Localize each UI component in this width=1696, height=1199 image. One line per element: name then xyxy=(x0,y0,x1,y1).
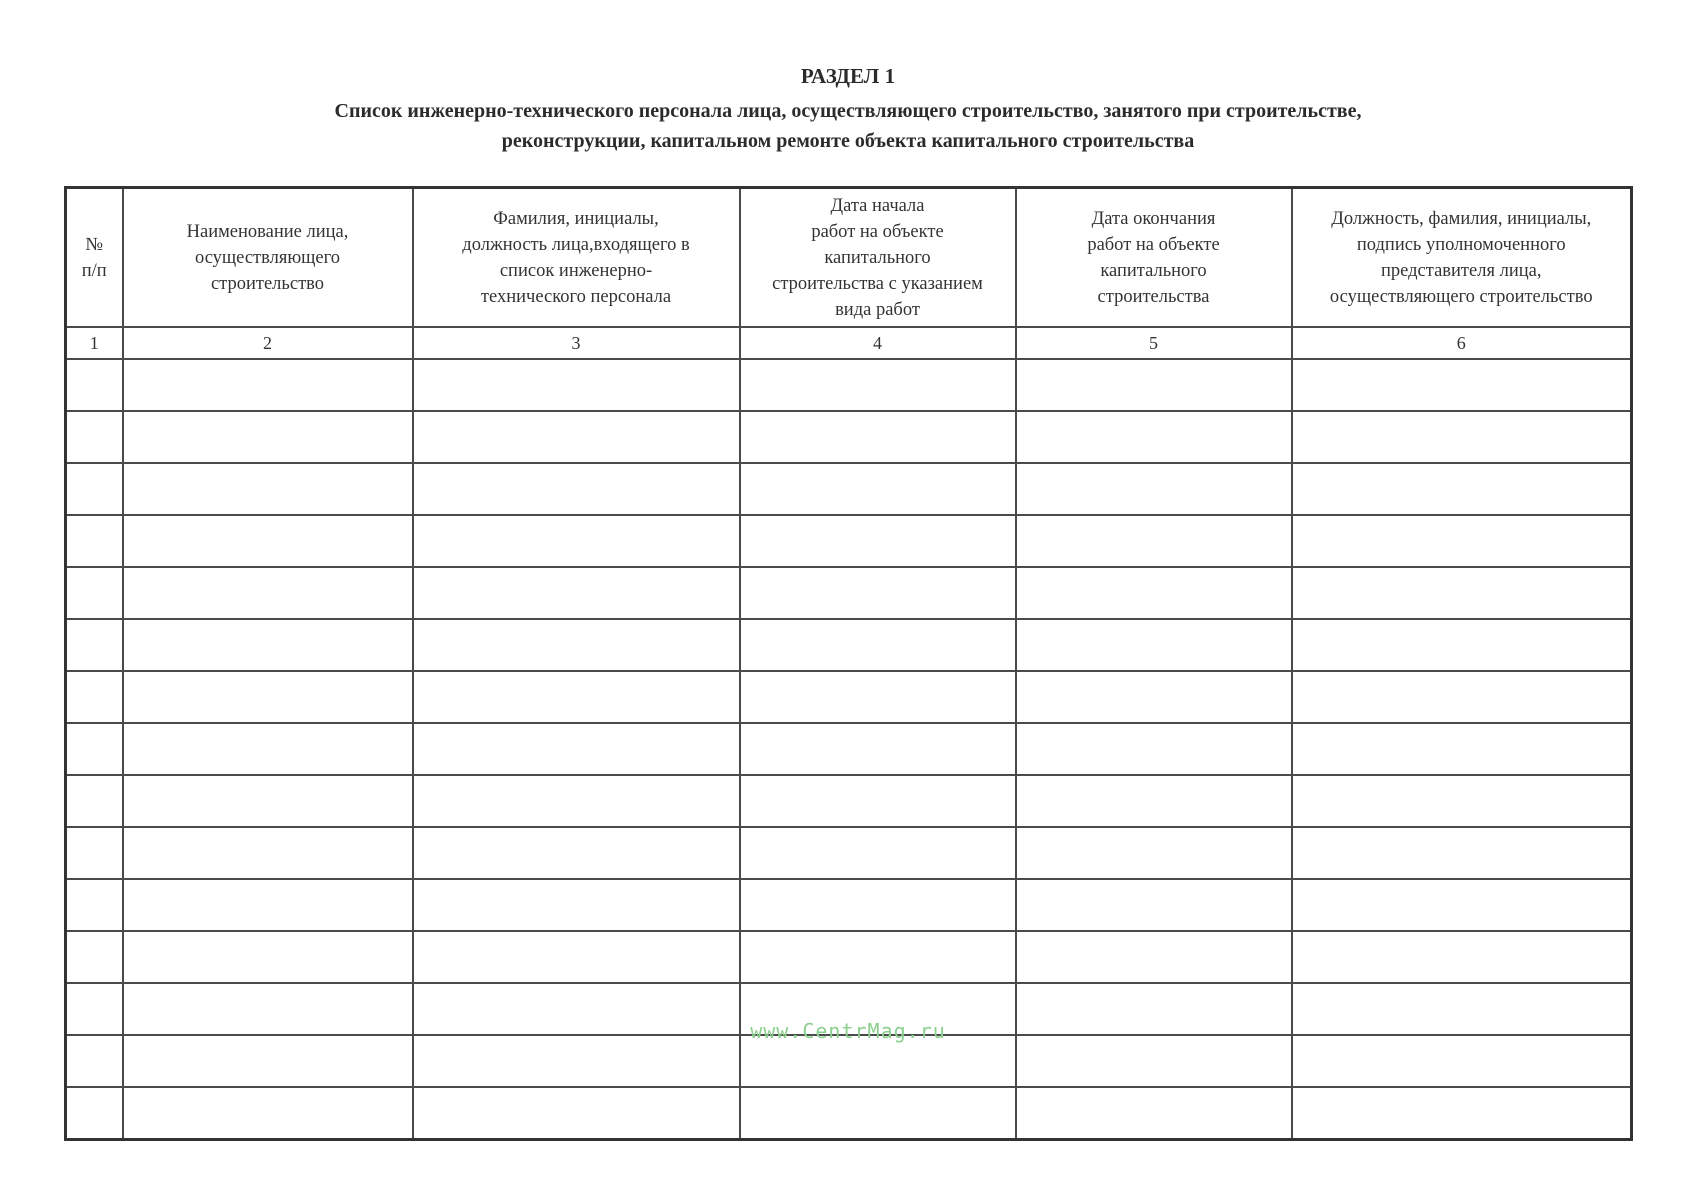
table-row xyxy=(66,411,1632,463)
subtitle-line-2: реконструкции, капитальном ремонте объекта капитального строительства xyxy=(501,130,1195,152)
table-cell[interactable] xyxy=(123,827,413,879)
table-cell[interactable] xyxy=(413,567,740,619)
table-row xyxy=(66,359,1632,411)
table-row xyxy=(66,567,1632,619)
table-cell[interactable] xyxy=(413,463,740,515)
table-cell[interactable] xyxy=(66,931,123,983)
header-authorized-representative: Должность, фамилия, инициалы, подпись уполномоченного представителя лица, осуществляющего строительство xyxy=(1292,188,1632,328)
table-row xyxy=(66,775,1632,827)
table-cell[interactable] xyxy=(740,775,1016,827)
table-cell[interactable] xyxy=(66,619,123,671)
table-cell[interactable] xyxy=(1016,827,1292,879)
table-cell[interactable] xyxy=(740,1087,1016,1140)
header-personnel-name-position: Фамилия, инициалы, должность лица,входящего в список инженерно- технического персонала xyxy=(413,188,740,328)
table-cell[interactable] xyxy=(1016,411,1292,463)
table-cell[interactable] xyxy=(1292,411,1632,463)
table-cell[interactable] xyxy=(1016,723,1292,775)
table-cell[interactable] xyxy=(740,671,1016,723)
table-row xyxy=(66,723,1632,775)
table-cell[interactable] xyxy=(413,879,740,931)
table-cell[interactable] xyxy=(740,411,1016,463)
table-cell[interactable] xyxy=(1292,619,1632,671)
table-cell[interactable] xyxy=(413,1087,740,1140)
table-cell[interactable] xyxy=(1016,463,1292,515)
watermark: www.CentrMag.ru xyxy=(750,1019,946,1043)
table-cell[interactable] xyxy=(123,1087,413,1140)
table-cell[interactable] xyxy=(66,775,123,827)
table-cell[interactable] xyxy=(123,879,413,931)
table-cell[interactable] xyxy=(1016,879,1292,931)
table-cell[interactable] xyxy=(1292,567,1632,619)
table-cell[interactable] xyxy=(123,931,413,983)
table-cell[interactable] xyxy=(1016,1087,1292,1140)
table-row xyxy=(66,619,1632,671)
document-subtitle xyxy=(0,96,1696,156)
table-cell[interactable] xyxy=(740,619,1016,671)
table-cell[interactable] xyxy=(1292,827,1632,879)
table-cell[interactable] xyxy=(740,879,1016,931)
table-cell[interactable] xyxy=(1016,567,1292,619)
table-cell[interactable] xyxy=(1292,723,1632,775)
table-cell[interactable] xyxy=(66,359,123,411)
table-cell[interactable] xyxy=(123,775,413,827)
table-cell[interactable] xyxy=(413,411,740,463)
table-cell[interactable] xyxy=(66,567,123,619)
table-cell[interactable] xyxy=(1292,359,1632,411)
table-row xyxy=(66,827,1632,879)
table-cell[interactable] xyxy=(123,619,413,671)
table-cell[interactable] xyxy=(66,411,123,463)
table-cell[interactable] xyxy=(66,879,123,931)
column-number: 3 xyxy=(413,327,740,359)
table-cell[interactable] xyxy=(413,775,740,827)
table-row xyxy=(66,671,1632,723)
table-row xyxy=(66,463,1632,515)
subtitle-line-1: Список инженерно-технического персонала лица, осуществляющего строительство, занятого при строительстве, xyxy=(334,100,1362,122)
table-cell[interactable] xyxy=(123,671,413,723)
table-cell[interactable] xyxy=(1292,879,1632,931)
table-cell[interactable] xyxy=(740,723,1016,775)
table-cell[interactable] xyxy=(740,359,1016,411)
table-cell[interactable] xyxy=(123,515,413,567)
table-cell[interactable] xyxy=(123,411,413,463)
table-cell[interactable] xyxy=(66,671,123,723)
table-cell[interactable] xyxy=(1292,931,1632,983)
table-cell[interactable] xyxy=(66,463,123,515)
table-cell[interactable] xyxy=(413,827,740,879)
table-cell[interactable] xyxy=(413,619,740,671)
table-cell[interactable] xyxy=(66,515,123,567)
table-cell[interactable] xyxy=(413,931,740,983)
header-row-number: № п/п xyxy=(66,188,123,328)
column-number: 6 xyxy=(1292,327,1632,359)
header-builder-name: Наименование лица, осуществляющего строительство xyxy=(123,188,413,328)
table-row xyxy=(66,879,1632,931)
table-cell[interactable] xyxy=(123,567,413,619)
column-number: 2 xyxy=(123,327,413,359)
table-cell[interactable] xyxy=(740,515,1016,567)
table-cell[interactable] xyxy=(1292,463,1632,515)
table-cell[interactable] xyxy=(66,827,123,879)
table-cell[interactable] xyxy=(740,827,1016,879)
table-cell[interactable] xyxy=(123,359,413,411)
table-cell[interactable] xyxy=(1016,359,1292,411)
section-title: РАЗДЕЛ 1 xyxy=(800,64,896,88)
table-cell[interactable] xyxy=(413,723,740,775)
table-cell[interactable] xyxy=(1292,671,1632,723)
table-cell[interactable] xyxy=(1016,671,1292,723)
header-work-end-date: Дата окончания работ на объекте капитального строительства xyxy=(1016,188,1292,328)
table-cell[interactable] xyxy=(66,723,123,775)
column-number: 5 xyxy=(1016,327,1292,359)
table-cell[interactable] xyxy=(740,567,1016,619)
table-row xyxy=(66,1087,1632,1140)
table-row xyxy=(66,515,1632,567)
table-cell[interactable] xyxy=(740,463,1016,515)
table-row xyxy=(66,931,1632,983)
table-cell[interactable] xyxy=(1016,775,1292,827)
table-cell[interactable] xyxy=(1016,515,1292,567)
table-cell[interactable] xyxy=(66,1087,123,1140)
table-header-row xyxy=(66,188,1632,328)
table-cell[interactable] xyxy=(123,463,413,515)
column-numbering-row xyxy=(66,327,1632,359)
table-cell[interactable] xyxy=(1292,515,1632,567)
table-cell[interactable] xyxy=(1016,931,1292,983)
personnel-list-table xyxy=(64,186,1633,1141)
column-number: 4 xyxy=(740,327,1016,359)
table-cell[interactable] xyxy=(413,671,740,723)
table-cell[interactable] xyxy=(1292,1087,1632,1140)
table-cell[interactable] xyxy=(123,723,413,775)
header-work-start-date: Дата начала работ на объекте капитального строительства с указанием вида работ xyxy=(740,188,1016,328)
table-cell[interactable] xyxy=(413,515,740,567)
column-number: 1 xyxy=(66,327,123,359)
table-cell[interactable] xyxy=(1016,619,1292,671)
table-cell[interactable] xyxy=(1292,775,1632,827)
table-cell[interactable] xyxy=(413,359,740,411)
table-cell[interactable] xyxy=(740,931,1016,983)
